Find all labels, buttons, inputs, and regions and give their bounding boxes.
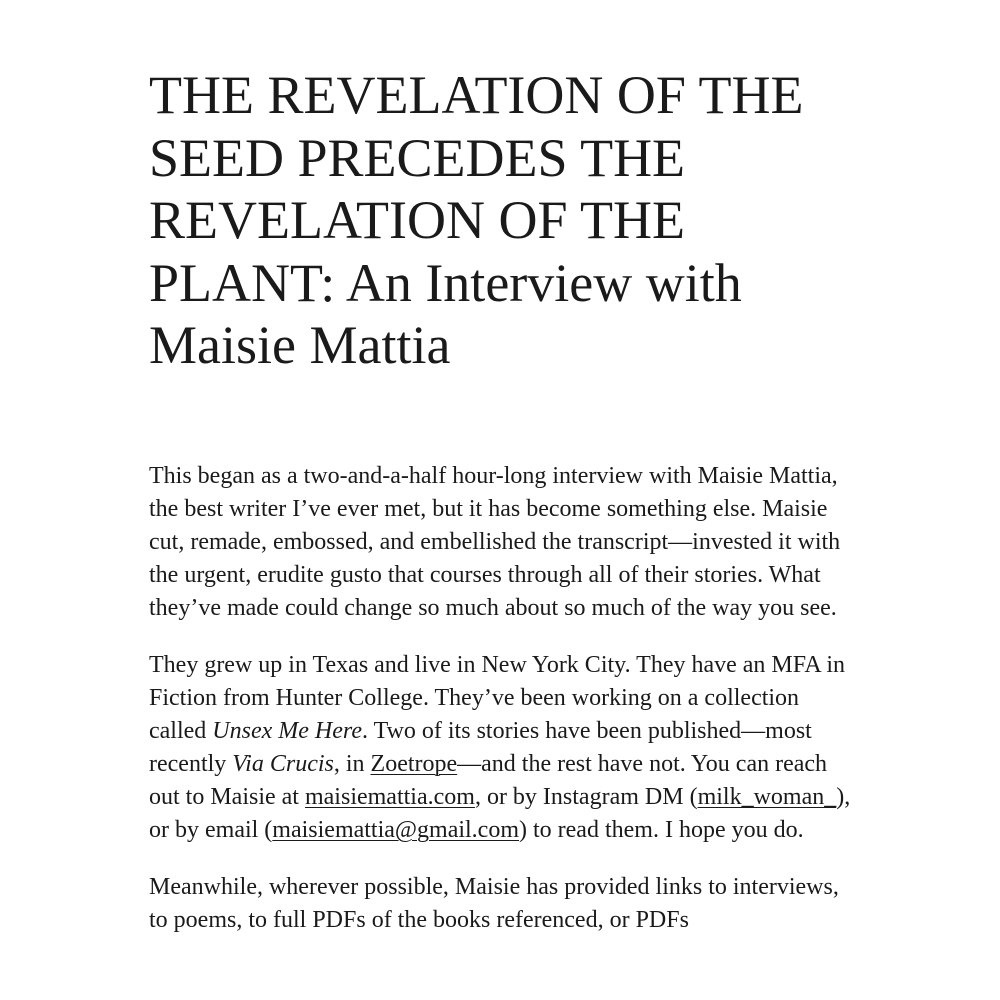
email-link[interactable]: maisiemattia@gmail.com (272, 816, 519, 843)
bio-text: , or by Instagram DM ( (474, 783, 698, 810)
bio-text: —and the rest have not. You can reach out to Maisie at (149, 750, 828, 810)
collection-title: Unsex Me Here (212, 717, 363, 744)
bio-text: , in (333, 750, 371, 777)
bio-text: They grew up in Texas and live in New York City. They have an MFA in Fiction from Hunter College. They’ve been working on a collection called (149, 651, 846, 744)
article (149, 64, 861, 961)
links-note-paragraph: Meanwhile, wherever possible, Maisie has provided links to interviews, to poems, to full PDFs of the books referenced, or PDFs (149, 873, 839, 933)
bio-text: ) to read them. I hope you do. (519, 816, 804, 843)
story-title: Via Crucis (232, 750, 334, 777)
bio-paragraph (149, 649, 861, 847)
page-title: THE REVELATION OF THE SEED PRECEDES THE REVELATION OF THE PLANT: An Interview with Maisie Mattia (149, 65, 804, 375)
bio-text: . Two of its stories have been published—most recently (149, 717, 812, 777)
instagram-link[interactable]: milk_woman_ (697, 783, 837, 810)
website-link[interactable]: maisiemattia.com (304, 783, 475, 810)
article-body (149, 460, 861, 937)
zoetrope-link[interactable]: Zoetrope (370, 750, 458, 777)
intro-paragraph: This began as a two-and-a-half hour-long interview with Maisie Mattia, the best writer I’ve ever met, but it has become something else. Maisie cut, remade, embossed, and embellished the transcript—invested it with the urgent, erudite gusto that courses through all of their stories. What they’ve made could change so much about so much of the way you see. (149, 462, 841, 621)
bio-text: ), or by email ( (149, 783, 851, 843)
